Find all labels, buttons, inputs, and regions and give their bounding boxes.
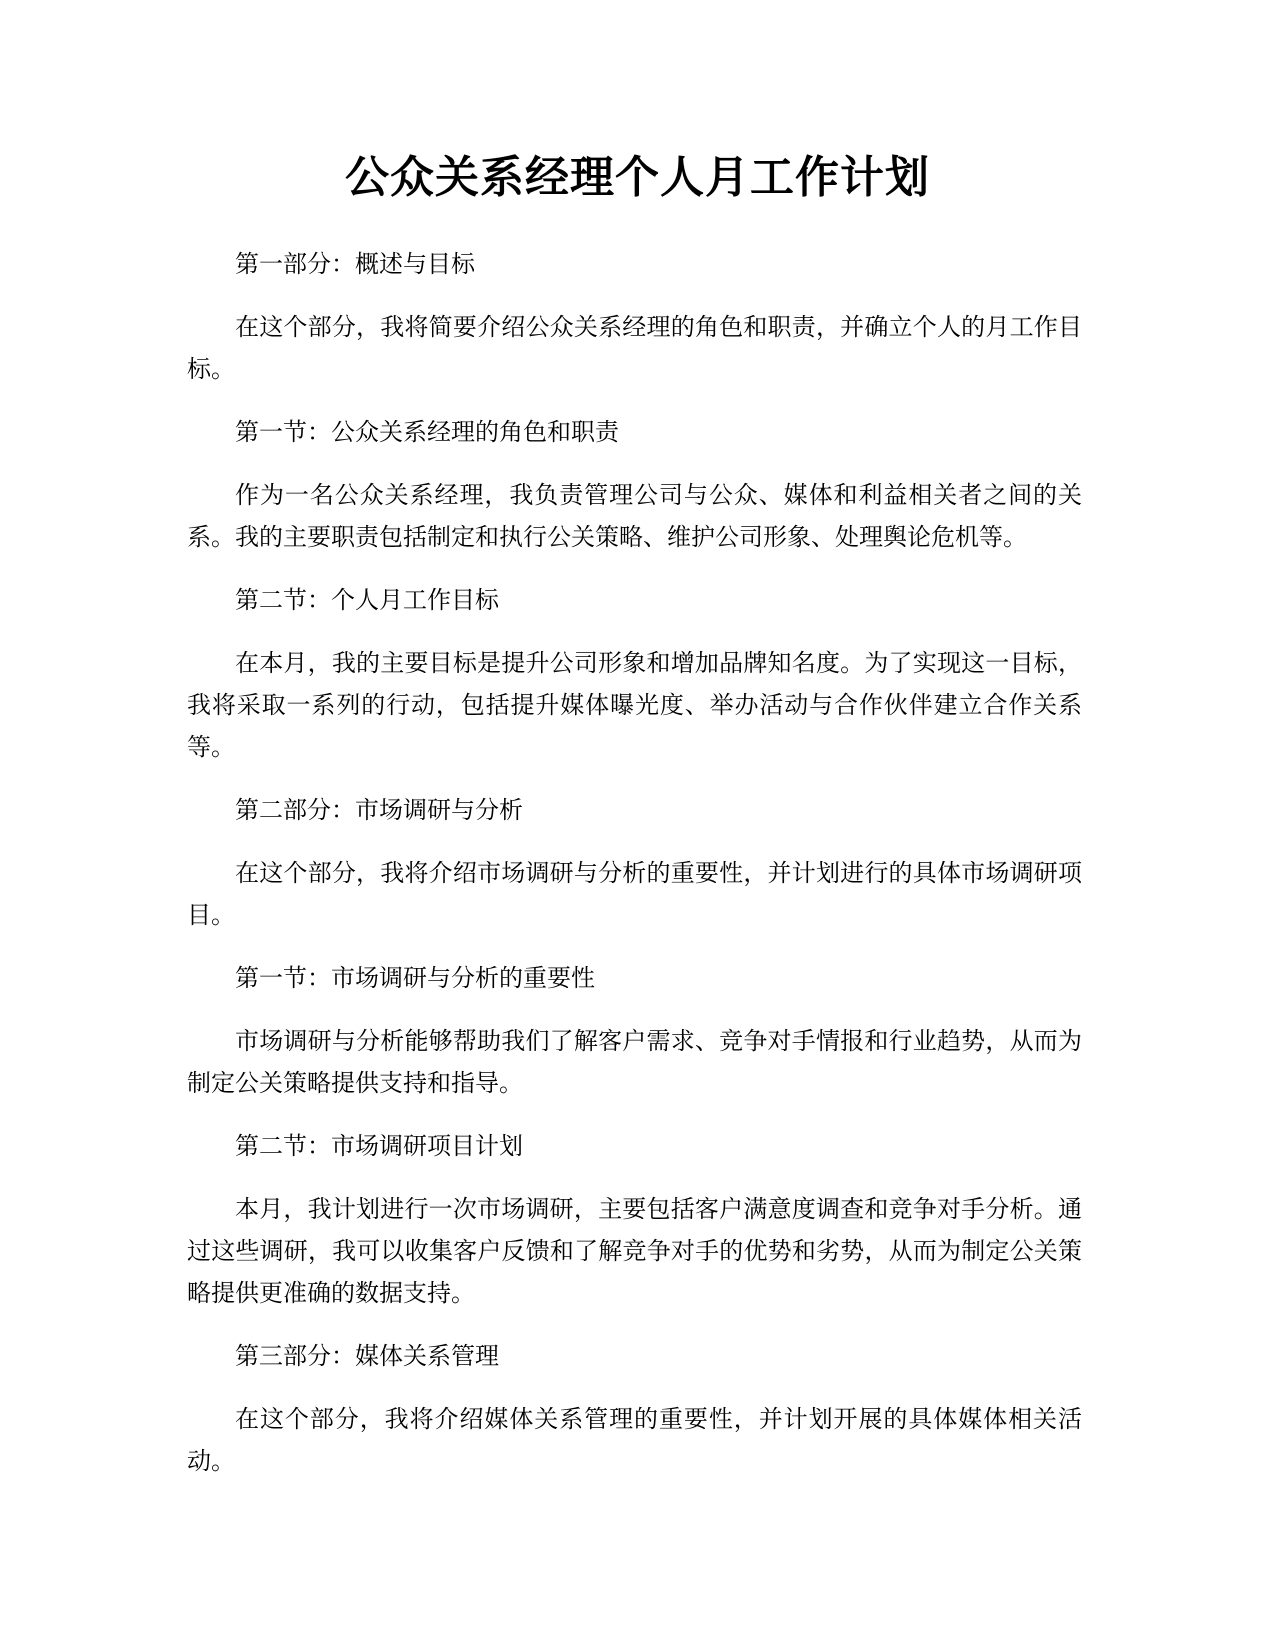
body-paragraph: 在这个部分，我将介绍市场调研与分析的重要性，并计划进行的具体市场调研项目。 [187,859,1082,929]
body-paragraph: 在这个部分，我将介绍媒体关系管理的重要性，并计划开展的具体媒体相关活动。 [187,1405,1082,1475]
body-paragraph: 在这个部分，我将简要介绍公众关系经理的角色和职责，并确立个人的月工作目标。 [187,313,1082,383]
body-paragraph: 本月，我计划进行一次市场调研，主要包括客户满意度调查和竞争对手分析。通过这些调研，我可以收集客户反馈和了解竞争对手的优势和劣势，从而为制定公关策略提供更准确的数据支持。 [187,1195,1082,1307]
subsection-heading: 第二节：个人月工作目标 [235,586,499,614]
section-heading: 第三部分：媒体关系管理 [235,1342,499,1370]
body-paragraph: 作为一名公众关系经理，我负责管理公司与公众、媒体和利益相关者之间的关系。我的主要职责包括制定和执行公关策略、维护公司形象、处理舆论危机等。 [187,481,1082,551]
document-title: 公众关系经理个人月工作计划 [345,152,930,203]
subsection-heading: 第二节：市场调研项目计划 [235,1132,523,1160]
document-body [187,243,1082,1503]
subsection-heading: 第一节：公众关系经理的角色和职责 [235,418,619,446]
body-paragraph: 市场调研与分析能够帮助我们了解客户需求、竞争对手情报和行业趋势，从而为制定公关策略提供支持和指导。 [187,1027,1082,1097]
body-paragraph: 在本月，我的主要目标是提升公司形象和增加品牌知名度。为了实现这一目标，我将采取一系列的行动，包括提升媒体曝光度、举办活动与合作伙伴建立合作关系等。 [187,649,1082,761]
section-heading: 第一部分：概述与目标 [235,250,475,278]
section-heading: 第二部分：市场调研与分析 [235,796,523,824]
subsection-heading: 第一节：市场调研与分析的重要性 [235,964,595,992]
